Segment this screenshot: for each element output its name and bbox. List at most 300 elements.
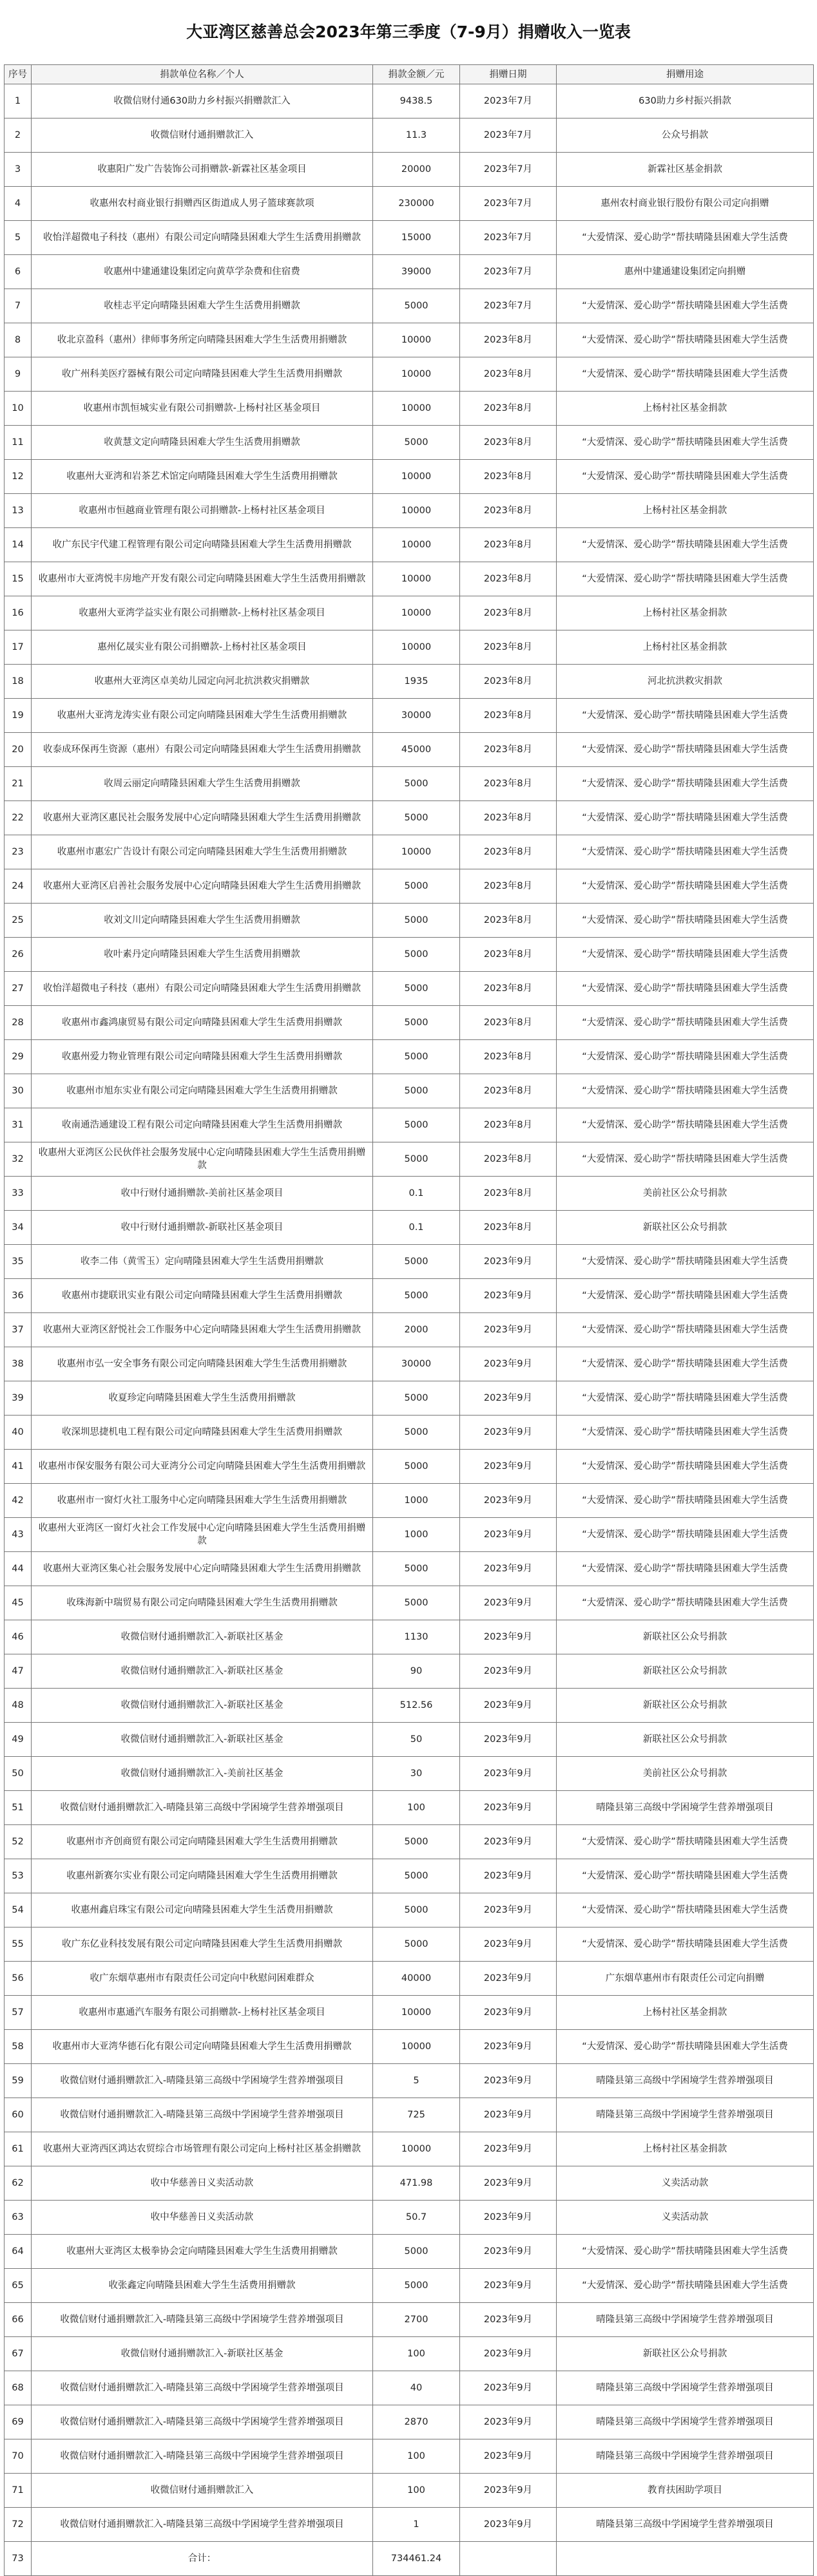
row-index-cell: 5 (5, 221, 32, 255)
donation-date-cell: 2023年8月 (460, 562, 557, 596)
donor-name-cell: 收南通浩通建设工程有限公司定向晴隆县困难大学生生活费用捐赠款 (32, 1108, 373, 1142)
purpose-cell: 美前社区公众号捐款 (557, 1757, 814, 1791)
purpose-cell: “大爱情深、爱心助学”帮扶晴隆县困难大学生活费 (557, 1347, 814, 1381)
table-row (5, 665, 814, 699)
donation-date-cell: 2023年9月 (460, 1996, 557, 2030)
purpose-cell: “大爱情深、爱心助学”帮扶晴隆县困难大学生活费 (557, 1006, 814, 1040)
purpose-cell: “大爱情深、爱心助学”帮扶晴隆县困难大学生活费 (557, 1825, 814, 1859)
amount-cell: 40 (373, 2371, 460, 2405)
purpose-cell: 新联社区公众号捐款 (557, 1723, 814, 1757)
purpose-cell: “大爱情深、爱心助学”帮扶晴隆县困难大学生活费 (557, 1518, 814, 1552)
purpose-cell: “大爱情深、爱心助学”帮扶晴隆县困难大学生活费 (557, 904, 814, 938)
purpose-cell: 晴隆县第三高级中学困境学生营养增强项目 (557, 2303, 814, 2337)
table-row (5, 562, 814, 596)
row-index-cell: 28 (5, 1006, 32, 1040)
row-index-cell: 37 (5, 1313, 32, 1347)
header-date: 捐赠日期 (460, 65, 557, 84)
donor-name-cell: 收惠州大亚湾区舒悦社会工作服务中心定向晴隆县困难大学生生活费用捐赠款 (32, 1313, 373, 1347)
donor-name-cell: 收惠州市保安服务有限公司大亚湾分公司定向晴隆县困难大学生生活费用捐赠款 (32, 1450, 373, 1484)
table-row (5, 2371, 814, 2405)
amount-cell: 5000 (373, 1074, 460, 1108)
table-row (5, 1996, 814, 2030)
donation-date-cell: 2023年8月 (460, 1006, 557, 1040)
amount-cell: 50 (373, 1723, 460, 1757)
donor-name-cell: 收惠州市弘一安全事务有限公司定向晴隆县困难大学生生活费用捐赠款 (32, 1347, 373, 1381)
donation-date-cell: 2023年9月 (460, 2098, 557, 2132)
row-index-cell: 41 (5, 1450, 32, 1484)
table-row (5, 801, 814, 835)
row-index-cell: 39 (5, 1381, 32, 1416)
donation-date-cell: 2023年8月 (460, 357, 557, 392)
table-row (5, 1108, 814, 1142)
donation-date-cell: 2023年9月 (460, 1825, 557, 1859)
row-index-cell: 17 (5, 630, 32, 665)
purpose-cell: “大爱情深、爱心助学”帮扶晴隆县困难大学生活费 (557, 1484, 814, 1518)
purpose-cell: 公众号捐款 (557, 118, 814, 153)
table-row (5, 2269, 814, 2303)
table-row (5, 1074, 814, 1108)
donation-date-cell: 2023年7月 (460, 289, 557, 323)
donation-date-cell: 2023年7月 (460, 187, 557, 221)
row-index-cell: 25 (5, 904, 32, 938)
amount-cell: 5000 (373, 1825, 460, 1859)
purpose-cell: 上杨村社区基金捐款 (557, 392, 814, 426)
purpose-cell: 630助力乡村振兴捐款 (557, 84, 814, 118)
amount-cell: 5000 (373, 2269, 460, 2303)
row-index-cell: 27 (5, 972, 32, 1006)
donor-name-cell: 收夏珍定向晴隆县困难大学生生活费用捐赠款 (32, 1381, 373, 1416)
table-row (5, 630, 814, 665)
table-row (5, 1381, 814, 1416)
table-row (5, 1859, 814, 1893)
donation-date-cell: 2023年9月 (460, 1484, 557, 1518)
row-index-cell: 68 (5, 2371, 32, 2405)
header-index: 序号 (5, 65, 32, 84)
amount-cell: 5000 (373, 904, 460, 938)
donor-name-cell: 收周云丽定向晴隆县困难大学生生活费用捐赠款 (32, 767, 373, 801)
purpose-cell: 新联社区公众号捐款 (557, 2337, 814, 2371)
purpose-cell: “大爱情深、爱心助学”帮扶晴隆县困难大学生活费 (557, 835, 814, 869)
donor-name-cell: 收李二伟（黄雪玉）定向晴隆县困难大学生生活费用捐赠款 (32, 1245, 373, 1279)
donor-name-cell: 收广州科美医疗器械有限公司定向晴隆县困难大学生生活费用捐赠款 (32, 357, 373, 392)
purpose-cell: “大爱情深、爱心助学”帮扶晴隆县困难大学生活费 (557, 1586, 814, 1620)
donor-name-cell: 收惠州大亚湾区公民伙伴社会服务发展中心定向晴隆县困难大学生生活费用捐赠款 (32, 1142, 373, 1177)
donation-date-cell: 2023年9月 (460, 2405, 557, 2439)
purpose-cell: 上杨村社区基金捐款 (557, 1996, 814, 2030)
purpose-cell: 上杨村社区基金捐款 (557, 630, 814, 665)
purpose-cell: 义卖活动款 (557, 2166, 814, 2201)
amount-cell: 10000 (373, 562, 460, 596)
table-row (5, 528, 814, 562)
donation-date-cell: 2023年8月 (460, 733, 557, 767)
table-row (5, 1177, 814, 1211)
amount-cell: 5000 (373, 1450, 460, 1484)
donation-date-cell: 2023年9月 (460, 1689, 557, 1723)
amount-cell: 5000 (373, 1245, 460, 1279)
amount-cell: 30000 (373, 1347, 460, 1381)
amount-cell: 5000 (373, 1416, 460, 1450)
row-index-cell: 43 (5, 1518, 32, 1552)
table-row (5, 2439, 814, 2474)
row-index-cell: 64 (5, 2235, 32, 2269)
row-index-cell: 3 (5, 153, 32, 187)
donation-date-cell: 2023年9月 (460, 1962, 557, 1996)
donation-date-cell: 2023年9月 (460, 2235, 557, 2269)
donor-name-cell: 收微信财付通捐赠款汇入-新联社区基金 (32, 1654, 373, 1689)
table-row (5, 2474, 814, 2508)
row-index-cell: 71 (5, 2474, 32, 2508)
row-index-cell: 13 (5, 494, 32, 528)
donation-date-cell: 2023年8月 (460, 1211, 557, 1245)
donation-date-cell: 2023年9月 (460, 1893, 557, 1927)
row-index-cell: 72 (5, 2508, 32, 2542)
table-row (5, 392, 814, 426)
table-row (5, 2166, 814, 2201)
donation-date-cell: 2023年7月 (460, 153, 557, 187)
row-index-cell: 29 (5, 1040, 32, 1074)
row-index-cell: 59 (5, 2064, 32, 2098)
row-index-cell: 48 (5, 1689, 32, 1723)
donation-date-cell: 2023年8月 (460, 665, 557, 699)
row-index-cell: 63 (5, 2201, 32, 2235)
donor-name-cell: 收微信财付通捐赠款汇入-晴隆县第三高级中学困境学生营养增强项目 (32, 2371, 373, 2405)
table-body (5, 84, 814, 2576)
table-row (5, 699, 814, 733)
donation-date-cell: 2023年9月 (460, 2269, 557, 2303)
row-index-cell: 30 (5, 1074, 32, 1108)
row-index-cell: 2 (5, 118, 32, 153)
row-index-cell: 15 (5, 562, 32, 596)
donor-name-cell: 收惠州大亚湾学益实业有限公司捐赠款-上杨村社区基金项目 (32, 596, 373, 630)
row-index-cell: 45 (5, 1586, 32, 1620)
purpose-cell: “大爱情深、爱心助学”帮扶晴隆县困难大学生活费 (557, 1893, 814, 1927)
donor-name-cell: 收惠州大亚湾区卓美幼儿园定向河北抗洪救灾捐赠款 (32, 665, 373, 699)
donor-name-cell: 收微信财付通630助力乡村振兴捐赠款汇入 (32, 84, 373, 118)
row-index-cell: 52 (5, 1825, 32, 1859)
donor-name-cell: 收微信财付通捐赠款汇入-新联社区基金 (32, 1723, 373, 1757)
purpose-cell: 惠州农村商业银行股份有限公司定向捐赠 (557, 187, 814, 221)
donation-date-cell: 2023年8月 (460, 1040, 557, 1074)
table-row (5, 1313, 814, 1347)
row-index-cell: 31 (5, 1108, 32, 1142)
donation-date-cell: 2023年8月 (460, 972, 557, 1006)
purpose-cell: 惠州中建通建设集团定向捐赠 (557, 255, 814, 289)
purpose-cell: 美前社区公众号捐款 (557, 1177, 814, 1211)
donation-date-cell: 2023年8月 (460, 801, 557, 835)
amount-cell: 10000 (373, 596, 460, 630)
table-row (5, 938, 814, 972)
donor-name-cell: 收珠海新中瑞贸易有限公司定向晴隆县困难大学生生活费用捐赠款 (32, 1586, 373, 1620)
donation-date-cell: 2023年8月 (460, 460, 557, 494)
row-index-cell: 42 (5, 1484, 32, 1518)
donor-name-cell: 收惠州市大亚湾悦丰房地产开发有限公司定向晴隆县困难大学生生活费用捐赠款 (32, 562, 373, 596)
purpose-cell: “大爱情深、爱心助学”帮扶晴隆县困难大学生活费 (557, 801, 814, 835)
purpose-cell: “大爱情深、爱心助学”帮扶晴隆县困难大学生活费 (557, 289, 814, 323)
amount-cell: 15000 (373, 221, 460, 255)
amount-cell: 5000 (373, 767, 460, 801)
purpose-cell: “大爱情深、爱心助学”帮扶晴隆县困难大学生活费 (557, 2235, 814, 2269)
donor-name-cell: 收惠州市凯恒城实业有限公司捐赠款-上杨村社区基金项目 (32, 392, 373, 426)
amount-cell: 5000 (373, 972, 460, 1006)
amount-cell: 10000 (373, 357, 460, 392)
row-index-cell: 58 (5, 2030, 32, 2064)
donation-date-cell: 2023年9月 (460, 2337, 557, 2371)
amount-cell: 39000 (373, 255, 460, 289)
amount-cell: 5000 (373, 1040, 460, 1074)
table-row (5, 153, 814, 187)
table-row (5, 221, 814, 255)
donor-name-cell: 收惠州市鑫鸿康贸易有限公司定向晴隆县困难大学生生活费用捐赠款 (32, 1006, 373, 1040)
purpose-cell: “大爱情深、爱心助学”帮扶晴隆县困难大学生活费 (557, 767, 814, 801)
row-index-cell: 62 (5, 2166, 32, 2201)
amount-cell: 10000 (373, 323, 460, 357)
table-row (5, 2235, 814, 2269)
amount-cell: 30 (373, 1757, 460, 1791)
purpose-cell: 新联社区公众号捐款 (557, 1654, 814, 1689)
amount-cell: 5000 (373, 1142, 460, 1177)
purpose-cell: “大爱情深、爱心助学”帮扶晴隆县困难大学生活费 (557, 1552, 814, 1586)
amount-cell: 100 (373, 2439, 460, 2474)
donation-date-cell: 2023年9月 (460, 1279, 557, 1313)
amount-cell: 9438.5 (373, 84, 460, 118)
purpose-cell: “大爱情深、爱心助学”帮扶晴隆县困难大学生活费 (557, 972, 814, 1006)
table-row (5, 767, 814, 801)
purpose-cell: “大爱情深、爱心助学”帮扶晴隆县困难大学生活费 (557, 1279, 814, 1313)
purpose-cell: “大爱情深、爱心助学”帮扶晴隆县困难大学生活费 (557, 1245, 814, 1279)
donation-date-cell: 2023年9月 (460, 1654, 557, 1689)
table-row (5, 1689, 814, 1723)
donor-name-cell: 收微信财付通捐赠款汇入 (32, 118, 373, 153)
table-row (5, 1825, 814, 1859)
table-row (5, 2064, 814, 2098)
donation-date-cell: 2023年8月 (460, 596, 557, 630)
amount-cell: 11.3 (373, 118, 460, 153)
donation-date-cell: 2023年8月 (460, 904, 557, 938)
table-row (5, 1757, 814, 1791)
amount-cell: 100 (373, 2474, 460, 2508)
donor-name-cell: 收惠州市齐创商贸有限公司定向晴隆县困难大学生生活费用捐赠款 (32, 1825, 373, 1859)
table-row (5, 2508, 814, 2542)
donation-date-cell: 2023年9月 (460, 2166, 557, 2201)
donation-date-cell: 2023年8月 (460, 869, 557, 904)
donor-name-cell: 收怡洋超微电子科技（惠州）有限公司定向晴隆县困难大学生生活费用捐赠款 (32, 972, 373, 1006)
donation-date-cell: 2023年9月 (460, 2439, 557, 2474)
row-index-cell: 56 (5, 1962, 32, 1996)
donation-date-cell: 2023年7月 (460, 118, 557, 153)
total-row (5, 2542, 814, 2576)
donation-date-cell: 2023年9月 (460, 2064, 557, 2098)
row-index-cell: 26 (5, 938, 32, 972)
donor-name-cell: 收惠州大亚湾西区鸿达农贸综合市场管理有限公司定向上杨村社区基金捐赠款 (32, 2132, 373, 2166)
row-index-cell: 67 (5, 2337, 32, 2371)
donation-date-cell: 2023年8月 (460, 392, 557, 426)
purpose-cell: “大爱情深、爱心助学”帮扶晴隆县困难大学生活费 (557, 1142, 814, 1177)
amount-cell: 5000 (373, 1108, 460, 1142)
donation-date-cell: 2023年9月 (460, 1416, 557, 1450)
amount-cell: 1130 (373, 1620, 460, 1654)
table-row (5, 835, 814, 869)
table-row (5, 1552, 814, 1586)
donor-name-cell: 收惠州新赛尔实业有限公司定向晴隆县困难大学生生活费用捐赠款 (32, 1859, 373, 1893)
amount-cell: 100 (373, 2337, 460, 2371)
amount-cell: 2870 (373, 2405, 460, 2439)
amount-cell: 230000 (373, 187, 460, 221)
row-index-cell: 47 (5, 1654, 32, 1689)
table-row (5, 1347, 814, 1381)
amount-cell: 5000 (373, 1006, 460, 1040)
purpose-cell: 晴隆县第三高级中学困境学生营养增强项目 (557, 2098, 814, 2132)
table-row (5, 1962, 814, 1996)
donation-date-cell: 2023年7月 (460, 221, 557, 255)
row-index-cell: 24 (5, 869, 32, 904)
row-index-cell: 18 (5, 665, 32, 699)
amount-cell: 1 (373, 2508, 460, 2542)
table-row (5, 1791, 814, 1825)
table-row (5, 1245, 814, 1279)
row-index-cell: 57 (5, 1996, 32, 2030)
row-index-cell: 61 (5, 2132, 32, 2166)
amount-cell: 5000 (373, 1859, 460, 1893)
purpose-cell: 晴隆县第三高级中学困境学生营养增强项目 (557, 2064, 814, 2098)
amount-cell: 5000 (373, 1381, 460, 1416)
total-label-cell: 合计： (32, 2542, 373, 2576)
donation-date-cell: 2023年8月 (460, 1142, 557, 1177)
row-index-cell: 21 (5, 767, 32, 801)
row-index-cell: 23 (5, 835, 32, 869)
purpose-cell: “大爱情深、爱心助学”帮扶晴隆县困难大学生活费 (557, 460, 814, 494)
table-row (5, 323, 814, 357)
table-row (5, 2405, 814, 2439)
row-index-cell: 35 (5, 1245, 32, 1279)
donation-date-cell: 2023年9月 (460, 1381, 557, 1416)
donation-date-cell: 2023年7月 (460, 84, 557, 118)
table-row (5, 1518, 814, 1552)
amount-cell: 20000 (373, 153, 460, 187)
purpose-cell: 义卖活动款 (557, 2201, 814, 2235)
donation-date-cell: 2023年8月 (460, 630, 557, 665)
table-row (5, 289, 814, 323)
donor-name-cell: 收惠州市惠通汽车服务有限公司捐赠款-上杨村社区基金项目 (32, 1996, 373, 2030)
donor-name-cell: 收惠州市捷联讯实业有限公司定向晴隆县困难大学生生活费用捐赠款 (32, 1279, 373, 1313)
donor-name-cell: 收惠州市旭东实业有限公司定向晴隆县困难大学生生活费用捐赠款 (32, 1074, 373, 1108)
amount-cell: 5000 (373, 289, 460, 323)
total-amount-cell: 734461.24 (373, 2542, 460, 2576)
amount-cell: 5 (373, 2064, 460, 2098)
purpose-cell: “大爱情深、爱心助学”帮扶晴隆县困难大学生活费 (557, 1381, 814, 1416)
donation-date-cell: 2023年9月 (460, 1518, 557, 1552)
donation-date-cell: 2023年9月 (460, 1859, 557, 1893)
donation-date-cell: 2023年8月 (460, 1108, 557, 1142)
amount-cell: 10000 (373, 835, 460, 869)
amount-cell: 5000 (373, 2235, 460, 2269)
row-index-cell: 6 (5, 255, 32, 289)
amount-cell: 10000 (373, 528, 460, 562)
donor-name-cell: 收广东民宇代建工程管理有限公司定向晴隆县困难大学生生活费用捐赠款 (32, 528, 373, 562)
amount-cell: 2700 (373, 2303, 460, 2337)
amount-cell: 5000 (373, 869, 460, 904)
table-row (5, 1484, 814, 1518)
donor-name-cell: 收广东亿业科技发展有限公司定向晴隆县困难大学生生活费用捐赠款 (32, 1927, 373, 1962)
donor-name-cell: 收惠州大亚湾和岩茶艺术馆定向晴隆县困难大学生生活费用捐赠款 (32, 460, 373, 494)
amount-cell: 725 (373, 2098, 460, 2132)
row-index-cell: 32 (5, 1142, 32, 1177)
donor-name-cell: 收深圳思捷机电工程有限公司定向晴隆县困难大学生生活费用捐赠款 (32, 1416, 373, 1450)
row-index-cell: 16 (5, 596, 32, 630)
donation-date-cell: 2023年9月 (460, 1927, 557, 1962)
row-index-cell: 36 (5, 1279, 32, 1313)
donor-name-cell: 收中华慈善日义卖活动款 (32, 2201, 373, 2235)
donor-name-cell: 收北京盈科（惠州）律师事务所定向晴隆县困难大学生生活费用捐赠款 (32, 323, 373, 357)
donation-date-cell: 2023年9月 (460, 2303, 557, 2337)
purpose-cell: 上杨村社区基金捐款 (557, 494, 814, 528)
donor-name-cell: 收桂志平定向晴隆县困难大学生生活费用捐赠款 (32, 289, 373, 323)
row-index-cell: 65 (5, 2269, 32, 2303)
row-index-cell: 53 (5, 1859, 32, 1893)
purpose-cell: “大爱情深、爱心助学”帮扶晴隆县困难大学生活费 (557, 1040, 814, 1074)
purpose-cell: 晴隆县第三高级中学困境学生营养增强项目 (557, 2439, 814, 2474)
purpose-cell: “大爱情深、爱心助学”帮扶晴隆县困难大学生活费 (557, 221, 814, 255)
donor-name-cell: 收刘文川定向晴隆县困难大学生生活费用捐赠款 (32, 904, 373, 938)
amount-cell: 2000 (373, 1313, 460, 1347)
table-row (5, 118, 814, 153)
row-index-cell: 70 (5, 2439, 32, 2474)
table-row (5, 1450, 814, 1484)
table-row (5, 1620, 814, 1654)
donor-name-cell: 收微信财付通捐赠款汇入-新联社区基金 (32, 2337, 373, 2371)
donation-date-cell: 2023年8月 (460, 835, 557, 869)
donation-date-cell: 2023年7月 (460, 255, 557, 289)
donation-date-cell: 2023年8月 (460, 494, 557, 528)
row-index-cell: 11 (5, 426, 32, 460)
purpose-cell: “大爱情深、爱心助学”帮扶晴隆县困难大学生活费 (557, 562, 814, 596)
donor-name-cell: 收微信财付通捐赠款汇入 (32, 2474, 373, 2508)
donation-date-cell: 2023年8月 (460, 938, 557, 972)
donor-name-cell: 收惠州市恒越商业管理有限公司捐赠款-上杨村社区基金项目 (32, 494, 373, 528)
purpose-cell: “大爱情深、爱心助学”帮扶晴隆县困难大学生活费 (557, 1416, 814, 1450)
donor-name-cell: 收微信财付通捐赠款汇入-晴隆县第三高级中学困境学生营养增强项目 (32, 2405, 373, 2439)
amount-cell: 5000 (373, 1927, 460, 1962)
table-row (5, 972, 814, 1006)
amount-cell: 10000 (373, 630, 460, 665)
donor-name-cell: 收惠州大亚湾区太极拳协会定向晴隆县困难大学生生活费用捐赠款 (32, 2235, 373, 2269)
purpose-cell: 新联社区公众号捐款 (557, 1211, 814, 1245)
table-row (5, 1927, 814, 1962)
table-row (5, 2132, 814, 2166)
donor-name-cell: 收怡洋超微电子科技（惠州）有限公司定向晴隆县困难大学生生活费用捐赠款 (32, 221, 373, 255)
table-row (5, 1006, 814, 1040)
table-row (5, 1040, 814, 1074)
table-row (5, 2337, 814, 2371)
row-index-cell: 4 (5, 187, 32, 221)
amount-cell: 5000 (373, 1893, 460, 1927)
purpose-cell: 新联社区公众号捐款 (557, 1620, 814, 1654)
row-index-cell: 34 (5, 1211, 32, 1245)
purpose-cell: “大爱情深、爱心助学”帮扶晴隆县困难大学生活费 (557, 869, 814, 904)
donor-name-cell: 收惠州大亚湾区启善社会服务发展中心定向晴隆县困难大学生生活费用捐赠款 (32, 869, 373, 904)
amount-cell: 10000 (373, 460, 460, 494)
donor-name-cell: 收惠州大亚湾区集心社会服务发展中心定向晴隆县困难大学生生活费用捐赠款 (32, 1552, 373, 1586)
amount-cell: 100 (373, 1791, 460, 1825)
donor-name-cell: 收微信财付通捐赠款汇入-晴隆县第三高级中学困境学生营养增强项目 (32, 1791, 373, 1825)
total-index-cell: 73 (5, 2542, 32, 2576)
donor-name-cell: 收泰成环保再生资源（惠州）有限公司定向晴隆县困难大学生生活费用捐赠款 (32, 733, 373, 767)
table-row (5, 2303, 814, 2337)
row-index-cell: 14 (5, 528, 32, 562)
donor-name-cell: 收微信财付通捐赠款汇入-新联社区基金 (32, 1689, 373, 1723)
purpose-cell: “大爱情深、爱心助学”帮扶晴隆县困难大学生活费 (557, 2030, 814, 2064)
purpose-cell: “大爱情深、爱心助学”帮扶晴隆县困难大学生活费 (557, 357, 814, 392)
purpose-cell: 河北抗洪救灾捐款 (557, 665, 814, 699)
